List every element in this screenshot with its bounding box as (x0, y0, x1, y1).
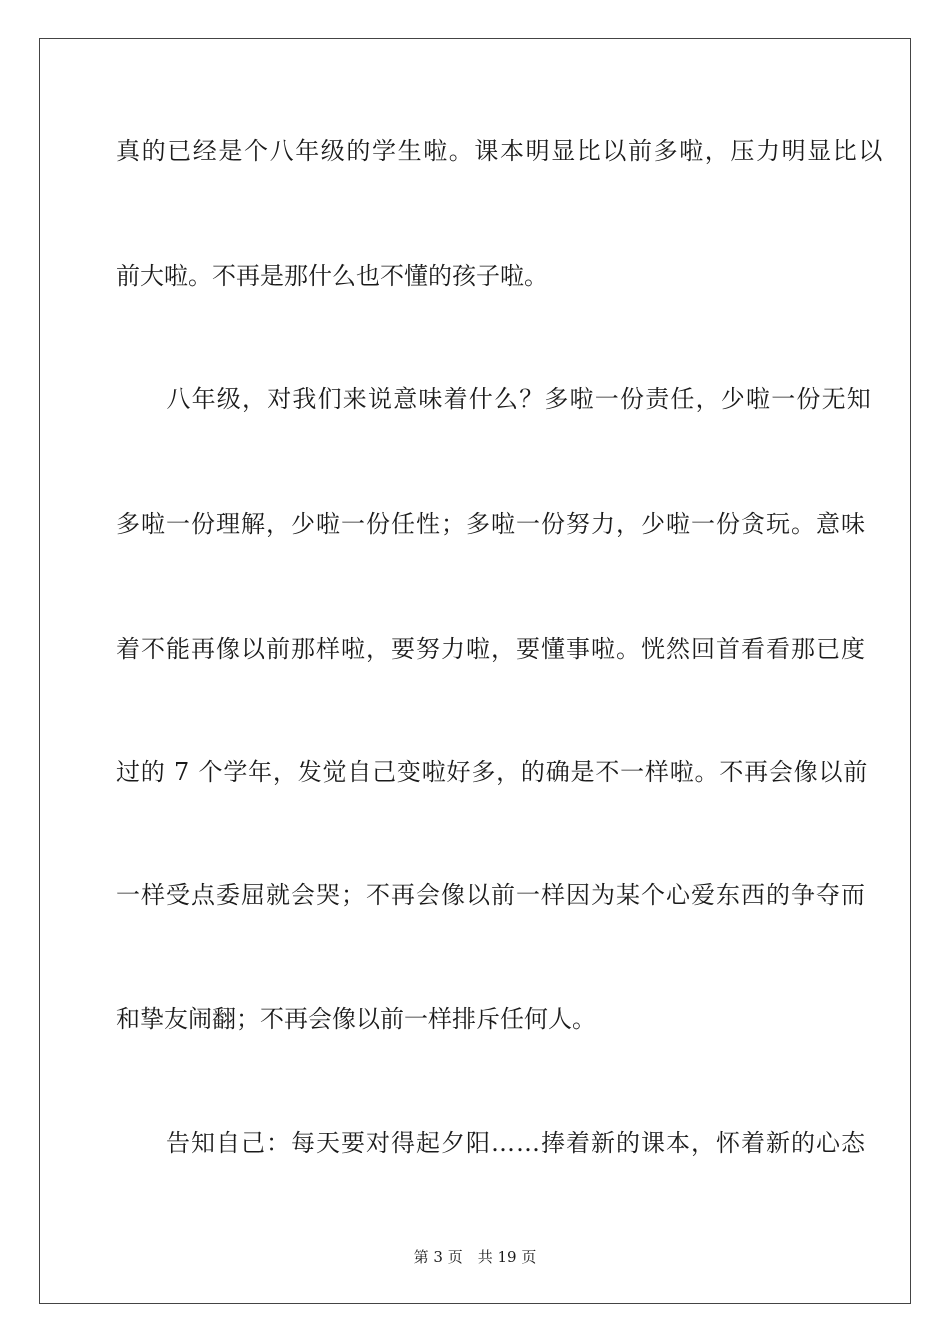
paragraph-line: 一样受点委屈就会哭；不再会像以前一样因为某个心爱东西的争夺而 (116, 881, 866, 909)
paragraph-line: 着不能再像以前那样啦，要努力啦，要懂事啦。恍然回首看看那已度 (116, 635, 866, 663)
paragraph-line: 多啦一份理解，少啦一份任性；多啦一份努力，少啦一份贪玩。意味 (116, 510, 866, 538)
page-border (39, 38, 911, 1304)
paragraph-line: 八年级，对我们来说意味着什么？多啦一份责任，少啦一份无知 (116, 385, 872, 413)
paragraph-line: 前大啦。不再是那什么也不懂的孩子啦。 (116, 262, 548, 290)
page-number-footer: 第 3 页 共 19 页 (413, 1248, 537, 1266)
paragraph-line: 过的 7 个学年，发觉自己变啦好多，的确是不一样啦。不再会像以前 (116, 758, 869, 786)
paragraph-line: 真的已经是个八年级的学生啦。课本明显比以前多啦，压力明显比以 (116, 137, 884, 165)
paragraph-line: 和挚友闹翻；不再会像以前一样排斥任何人。 (116, 1005, 596, 1033)
paragraph-line: 告知自己：每天要对得起夕阳……捧着新的课本，怀着新的心态 (116, 1129, 866, 1157)
